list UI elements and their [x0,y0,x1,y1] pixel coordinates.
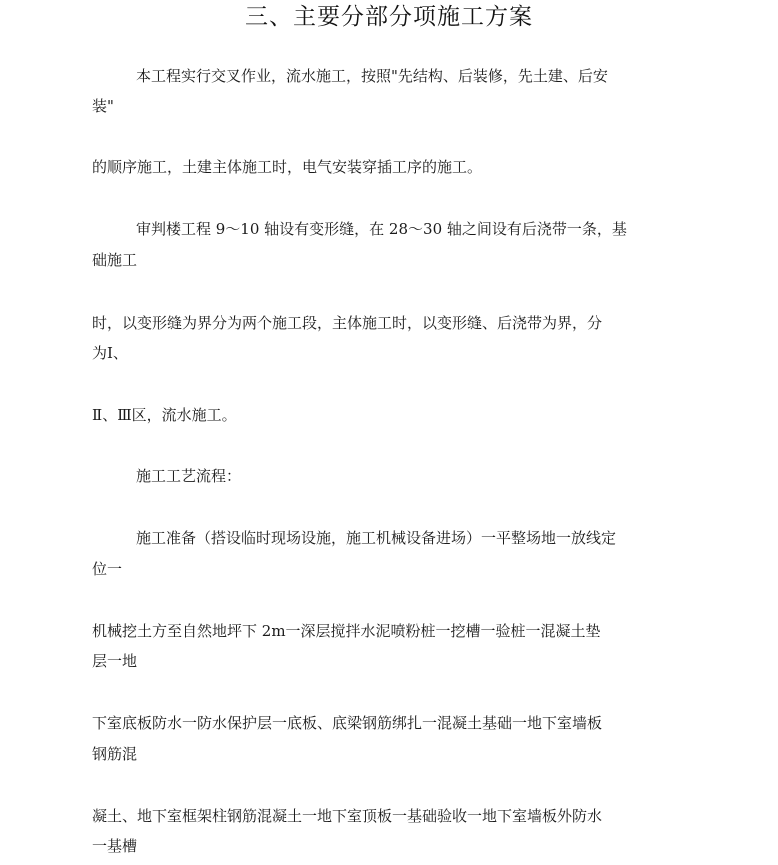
paragraph-line: 装" [92,97,114,115]
paragraph-line: 为Ⅰ、 [92,344,128,362]
paragraph-line: Ⅱ、Ⅲ区，流水施工。 [92,406,237,424]
paragraph-line: 本工程实行交叉作业，流水施工，按照"先结构、后装修，先土建、后安 [136,67,608,85]
paragraph-line: 审判楼工程 9～10 轴设有变形缝，在 28～30 轴之间设有后浇带一条，基 [136,220,627,238]
paragraph-line: 下室底板防水一防水保护层一底板、底梁钢筋绑扎一混凝土基础一地下室墙板 [92,714,603,732]
paragraph-line: 一基槽 [92,837,138,855]
paragraph-line: 时，以变形缝为界分为两个施工段，主体施工时，以变形缝、后浇带为界，分 [92,314,603,332]
paragraph-line: 的顺序施工，土建主体施工时，电气安装穿插工序的施工。 [92,158,483,176]
section-title: 三、主要分部分项施工方案 [245,4,533,30]
paragraph-line: 层一地 [92,652,138,670]
paragraph-line: 位一 [92,560,123,578]
paragraph-line: 施工工艺流程： [136,467,242,485]
paragraph-line: 钢筋混 [92,745,138,763]
paragraph-line: 凝土、地下室框架柱钢筋混凝土一地下室顶板一基础验收一地下室墙板外防水 [92,807,603,825]
paragraph-line: 础施工 [92,251,138,269]
paragraph-line: 机械挖土方至自然地坪下 2m一深层搅拌水泥喷粉桩一挖槽一验桩一混凝土垫 [92,622,601,640]
paragraph-line: 施工准备（搭设临时现场设施，施工机械设备进场）一平整场地一放线定 [136,529,617,547]
